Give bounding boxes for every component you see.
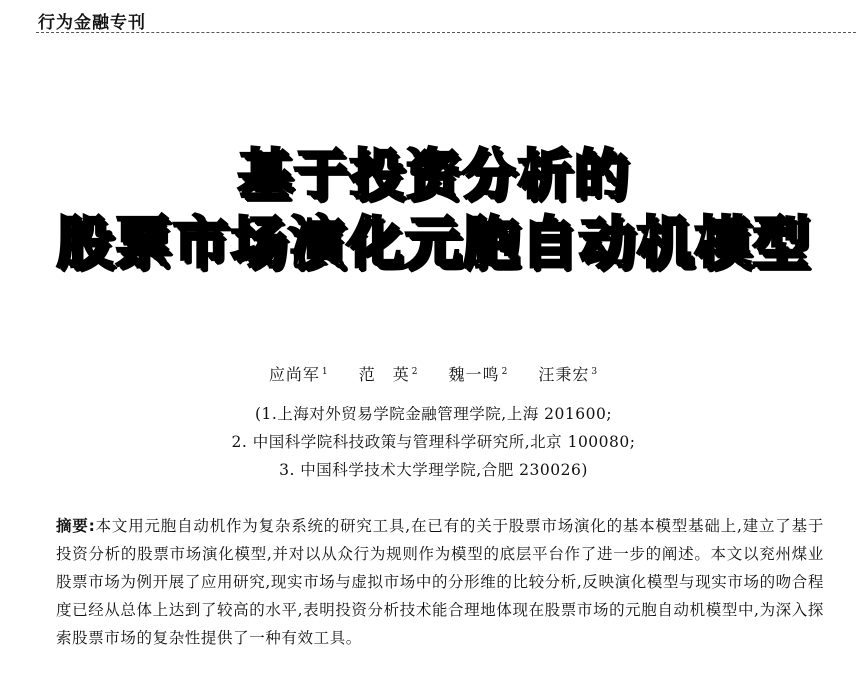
author-affiliation-mark: 2	[501, 367, 509, 377]
title-line-2: 股票市场演化元胞自动机模型	[56, 211, 811, 276]
author-name: 汪秉宏	[538, 365, 590, 384]
author-name: 范 英	[358, 365, 410, 384]
affiliation-2: 2. 中国科学院科技政策与管理科学研究所,北京 100080;	[231, 433, 636, 451]
author-list	[0, 362, 867, 385]
author-affiliation-mark: 2	[411, 367, 419, 377]
abstract-text: 本文用元胞自动机作为复杂系统的研究工具,在已有的关于股票市场演化的基本模型基础上,建立了基于投资分析的股票市场演化模型,并对以从众行为规则作为模型的底层平台作了进一步的阐述。本文以兖州煤业股票市场为例开展了应用研究,现实市场与虚拟市场中的分形维的比较分析,反映演化模型与现实市场的吻合程度已经从总体上达到了较高的水平,表明投资分析技术能合理地体现在股票市场的元胞自动机模型中,为深入探索股票市场的复杂性提供了一种有效工具。	[56, 517, 824, 647]
author	[449, 365, 509, 384]
author-name: 魏一鸣	[448, 365, 500, 384]
author	[269, 365, 329, 384]
affiliation-1: (1.上海对外贸易学院金融管理学院,上海 201600;	[254, 405, 613, 423]
title-line-1: 基于投资分析的	[237, 143, 630, 206]
author-affiliation-mark: 3	[591, 367, 599, 377]
page-header	[36, 8, 856, 33]
column-label: 行为金融专刊	[38, 13, 146, 33]
author-name: 应尚军	[268, 365, 320, 384]
author	[359, 365, 419, 384]
author	[538, 365, 598, 384]
abstract-label: 摘要:	[56, 517, 96, 535]
author-affiliation-mark: 1	[321, 367, 329, 377]
affiliation-3: 3. 中国科学技术大学理学院,合肥 230026)	[279, 461, 588, 479]
abstract	[56, 512, 824, 652]
